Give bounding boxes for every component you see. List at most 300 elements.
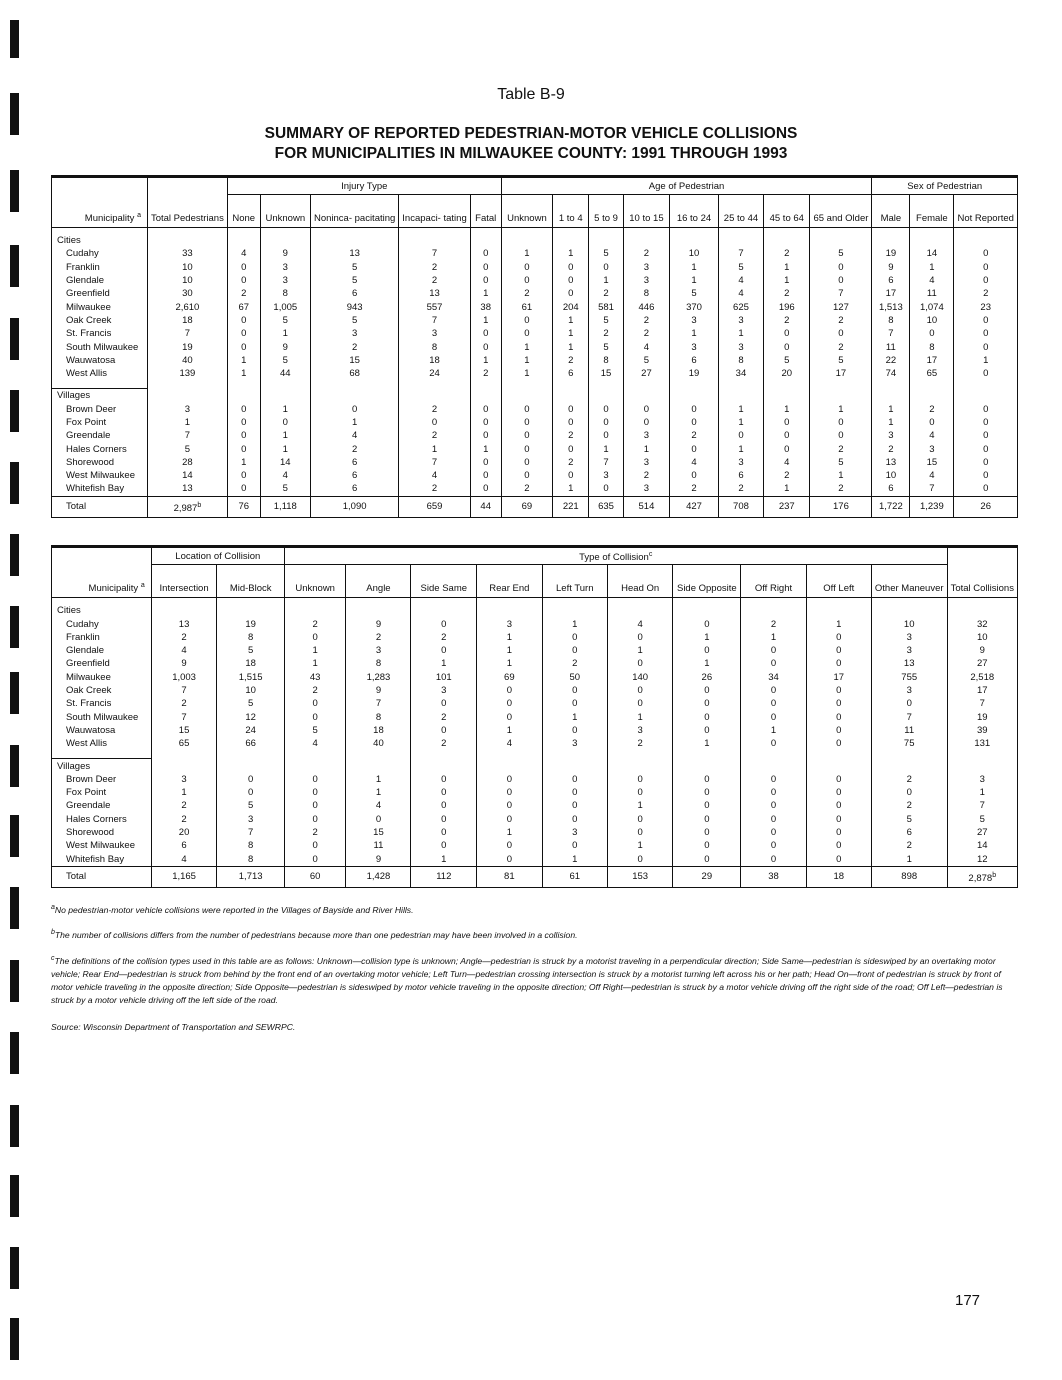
table-cell: 0 (284, 839, 346, 852)
section-label: Villages (57, 760, 91, 772)
total-cell: 18 (806, 866, 871, 887)
table-cell: 19 (872, 247, 910, 260)
municipality-name: Brown Deer (66, 773, 117, 785)
table-cell: 3 (589, 469, 623, 482)
spacer-cell (607, 750, 672, 759)
empty-cell (607, 759, 672, 773)
empty-cell (810, 234, 872, 247)
municipality-name: West Milwaukee (66, 470, 135, 482)
table-cell: 7 (147, 327, 227, 340)
table-cell: 2 (151, 799, 217, 812)
municipality-name: Glendale (66, 275, 105, 287)
table-cell: 0 (553, 261, 589, 274)
spacer-cell (553, 380, 589, 389)
table-cell: 5 (217, 644, 284, 657)
col-header: Side Opposite (673, 565, 741, 598)
empty-cell (871, 759, 947, 773)
table-cell: 0 (673, 644, 741, 657)
table-cell: 3 (947, 773, 1017, 786)
table-cell: 4 (670, 456, 719, 469)
spacer-cell (806, 750, 871, 759)
table-cell: 5 (260, 354, 310, 367)
binder-mark (10, 1105, 19, 1147)
municipality-name: Milwaukee (66, 671, 111, 683)
empty-cell (910, 389, 954, 403)
table-cell: 581 (589, 300, 623, 313)
table-cell: 10 (217, 684, 284, 697)
binder-mark (10, 672, 19, 714)
section-label-row (52, 389, 1018, 403)
binder-mark (10, 170, 19, 212)
table-cell: 0 (741, 697, 806, 710)
table-cell: 131 (947, 737, 1017, 750)
total-cell: 44 (470, 496, 501, 517)
col-header: Noninca- pacitating (310, 195, 398, 228)
table-cell: 0 (806, 737, 871, 750)
table-cell: 139 (147, 367, 227, 380)
table-cell: 8 (217, 839, 284, 852)
empty-cell (673, 604, 741, 617)
title-line-1: SUMMARY OF REPORTED PEDESTRIAN-MOTOR VEHICLE COLLISIONS (264, 125, 798, 142)
table-cell: 17 (947, 684, 1017, 697)
col-header: Total Collisions (947, 565, 1017, 598)
col-header: 1 to 4 (553, 195, 589, 228)
table-cell: 5 (810, 354, 872, 367)
table-cell: 0 (477, 697, 542, 710)
table-cell: 0 (741, 684, 806, 697)
empty-cell (553, 234, 589, 247)
table-cell: 33 (147, 247, 227, 260)
table-cell: 1 (589, 274, 623, 287)
table-cell: 8 (872, 314, 910, 327)
table-cell: 1,005 (260, 300, 310, 313)
table-cell: 9 (346, 684, 411, 697)
table-cell: 24 (217, 724, 284, 737)
table-cell: 101 (411, 671, 477, 684)
table-cell: 2 (310, 442, 398, 455)
table-cell: 2 (764, 314, 810, 327)
table-row (52, 853, 1018, 867)
table-cell: 0 (470, 247, 501, 260)
table-cell: 1 (741, 724, 806, 737)
table-cell: 1 (260, 442, 310, 455)
table-cell: 0 (741, 773, 806, 786)
table-cell: 0 (477, 684, 542, 697)
table-cell: 3 (623, 456, 669, 469)
table-cell: 2 (872, 442, 910, 455)
table-cell: 0 (501, 261, 553, 274)
table-cell: 9 (346, 617, 411, 630)
table-cell: 1 (227, 367, 260, 380)
table-cell: 0 (470, 456, 501, 469)
footnote-b: $^b$The number of collisions differs from the number of pedestrians because more than one pedestrian may have been involved in a collision. (51, 929, 578, 940)
empty-cell (741, 759, 806, 773)
table-cell: 2 (871, 799, 947, 812)
table-cell: 0 (470, 327, 501, 340)
table-cell: 9 (151, 657, 217, 670)
empty-cell (260, 234, 310, 247)
empty-cell (764, 234, 810, 247)
table-cell: 1 (346, 786, 411, 799)
table-cell: 2 (151, 813, 217, 826)
section-label: Cities (57, 235, 81, 247)
empty-cell (954, 389, 1018, 403)
total-label: Total (52, 866, 152, 887)
table-row (52, 314, 1018, 327)
total-cell: 1,713 (217, 866, 284, 887)
municipality-name: Cudahy (66, 618, 99, 630)
col-header: Unknown (284, 565, 346, 598)
empty-cell (284, 604, 346, 617)
table-cell: 67 (227, 300, 260, 313)
table-cell: 5 (147, 442, 227, 455)
table-cell: 2 (910, 403, 954, 416)
table-cell: 0 (806, 839, 871, 852)
table-cell: 10 (871, 617, 947, 630)
table-row (52, 416, 1018, 429)
table-cell: 2 (623, 314, 669, 327)
table-row (52, 631, 1018, 644)
total-cell: 221 (553, 496, 589, 517)
table-cell: 0 (477, 799, 542, 812)
empty-cell (542, 604, 607, 617)
spacer-cell (542, 750, 607, 759)
location-type-table (51, 545, 1018, 888)
table-cell: 0 (501, 469, 553, 482)
table-cell: 0 (411, 697, 477, 710)
table-cell: 0 (217, 773, 284, 786)
table-cell: 2 (501, 482, 553, 496)
table-cell: 23 (954, 300, 1018, 313)
table-cell: 0 (871, 697, 947, 710)
col-header: Fatal (470, 195, 501, 228)
table-cell: 13 (872, 456, 910, 469)
col-header: Not Reported (954, 195, 1018, 228)
empty-cell (227, 389, 260, 403)
binder-mark (10, 745, 19, 787)
table-cell: 0 (227, 416, 260, 429)
table-cell: 1 (670, 261, 719, 274)
table-cell: 19 (670, 367, 719, 380)
table-cell: 4 (346, 799, 411, 812)
empty-cell (217, 604, 284, 617)
injury-age-sex-table (51, 175, 1018, 518)
table-cell: 14 (260, 456, 310, 469)
table-cell: 32 (947, 617, 1017, 630)
table-cell: 0 (806, 657, 871, 670)
injury-type-header: Injury Type (227, 177, 501, 195)
table-cell: 1 (623, 442, 669, 455)
table-row (52, 367, 1018, 380)
table-cell: 3 (623, 261, 669, 274)
table-cell: 1 (670, 327, 719, 340)
table-cell: 7 (947, 697, 1017, 710)
table-cell: 6 (310, 482, 398, 496)
binder-mark (10, 1247, 19, 1289)
table-cell: 0 (954, 482, 1018, 496)
empty-cell (623, 234, 669, 247)
table-cell: 1 (411, 657, 477, 670)
table-cell: 7 (910, 482, 954, 496)
total-row (52, 866, 1018, 887)
table-cell: 17 (806, 671, 871, 684)
table-cell: 5 (589, 340, 623, 353)
table-cell: 625 (718, 300, 763, 313)
empty-cell (399, 389, 470, 403)
table-cell: 0 (764, 327, 810, 340)
table-cell: 1 (947, 786, 1017, 799)
empty-cell (718, 389, 763, 403)
spacer-cell (284, 750, 346, 759)
table-cell: 0 (954, 261, 1018, 274)
table-cell: 2 (670, 429, 719, 442)
table-cell: 7 (147, 429, 227, 442)
section-label-row (52, 234, 1018, 247)
table-cell: 68 (310, 367, 398, 380)
table-cell: 4 (151, 644, 217, 657)
table-cell: 0 (470, 416, 501, 429)
table-row (52, 300, 1018, 313)
table-cell: 0 (954, 367, 1018, 380)
table-cell: 1 (470, 314, 501, 327)
spacer-cell (52, 750, 152, 759)
table-cell: 6 (871, 826, 947, 839)
spacer-cell (947, 750, 1017, 759)
spacer-cell (954, 380, 1018, 389)
table-row (52, 442, 1018, 455)
binder-mark (10, 960, 19, 1002)
spacer-cell (589, 380, 623, 389)
table-cell: 1,003 (151, 671, 217, 684)
page-title (0, 124, 1062, 164)
table-cell: 0 (806, 697, 871, 710)
municipality-name: Wauwatosa (66, 354, 116, 366)
total-cell: 514 (623, 496, 669, 517)
table-cell: 27 (623, 367, 669, 380)
table-cell: 0 (553, 442, 589, 455)
municipality-name: Shorewood (66, 827, 115, 839)
table-cell: 0 (607, 813, 672, 826)
table-cell: 1 (501, 247, 553, 260)
table-cell: 8 (589, 354, 623, 367)
table-cell: 7 (217, 826, 284, 839)
spacer-cell (147, 380, 227, 389)
empty-cell (284, 759, 346, 773)
table-cell: 5 (871, 813, 947, 826)
table-cell: 4 (477, 737, 542, 750)
table-cell: 1 (346, 773, 411, 786)
municipality-name: Fox Point (66, 417, 107, 428)
table-cell: 3 (260, 274, 310, 287)
table-cell: 0 (542, 644, 607, 657)
table-cell: 2 (764, 469, 810, 482)
table-row (52, 354, 1018, 367)
table-cell: 0 (542, 839, 607, 852)
table-cell: 0 (227, 327, 260, 340)
table-cell: 14 (147, 469, 227, 482)
table-cell: 27 (947, 826, 1017, 839)
table-cell: 1 (260, 429, 310, 442)
table-row (52, 826, 1018, 839)
table-cell: 3 (151, 773, 217, 786)
table-cell: 0 (806, 644, 871, 657)
table-cell: 0 (553, 403, 589, 416)
table-cell: 1 (607, 799, 672, 812)
table-cell: 0 (673, 786, 741, 799)
binder-mark (10, 815, 19, 857)
table-cell: 0 (284, 813, 346, 826)
table-cell: 3 (871, 644, 947, 657)
col-header: Municipality $^a$ (52, 195, 148, 228)
table-cell: 0 (542, 684, 607, 697)
empty-cell (501, 389, 553, 403)
table-cell: 3 (623, 274, 669, 287)
empty-cell (151, 604, 217, 617)
table-cell: 3 (670, 340, 719, 353)
table-cell: 0 (954, 327, 1018, 340)
table-cell: 2 (470, 367, 501, 380)
binder-mark (10, 1032, 19, 1074)
table-cell: 5 (810, 247, 872, 260)
municipality-name: St. Francis (66, 328, 112, 340)
col-header: Mid-Block (217, 565, 284, 598)
table-cell: 1 (673, 737, 741, 750)
table-cell: 0 (542, 697, 607, 710)
col-header: Unknown (501, 195, 553, 228)
table-cell: 15 (151, 724, 217, 737)
spacer-row (52, 380, 1018, 389)
col-header: Female (910, 195, 954, 228)
table-cell: 9 (260, 340, 310, 353)
total-cell: 60 (284, 866, 346, 887)
table-cell: 5 (947, 813, 1017, 826)
empty-cell (954, 234, 1018, 247)
table-cell: 1 (542, 853, 607, 867)
empty-cell (806, 604, 871, 617)
table-cell: 1 (764, 482, 810, 496)
municipality-name: St. Francis (66, 698, 112, 710)
empty-cell (147, 234, 227, 247)
table-cell: 0 (810, 261, 872, 274)
empty-cell (147, 389, 227, 403)
table-cell: 2 (411, 737, 477, 750)
table-cell: 2 (810, 314, 872, 327)
municipality-name: Whitefish Bay (66, 483, 125, 495)
municipality-name: Shorewood (66, 456, 115, 468)
table-cell: 5 (670, 287, 719, 300)
municipality-name: West Milwaukee (66, 840, 135, 852)
table-cell: 1 (607, 711, 672, 724)
table-cell: 8 (346, 711, 411, 724)
table-cell: 0 (670, 442, 719, 455)
total-cell: 61 (542, 866, 607, 887)
table-cell: 11 (872, 340, 910, 353)
table-cell: 0 (954, 247, 1018, 260)
total-cell: 1,165 (151, 866, 217, 887)
col-header: Head On (607, 565, 672, 598)
table-cell: 1 (227, 354, 260, 367)
spacer-cell (764, 380, 810, 389)
table-cell: 10 (147, 274, 227, 287)
table-cell: 7 (399, 247, 470, 260)
municipality-name: Hales Corners (66, 813, 127, 825)
table-cell: 7 (872, 327, 910, 340)
table-row (52, 799, 1018, 812)
table-cell: 2 (542, 657, 607, 670)
empty-cell (871, 604, 947, 617)
empty-cell (764, 389, 810, 403)
municipality-name: Franklin (66, 261, 100, 273)
total-cell: 1,428 (346, 866, 411, 887)
table-cell: 0 (718, 429, 763, 442)
table-cell: 6 (151, 839, 217, 852)
municipality-name: South Milwaukee (66, 341, 139, 353)
table-cell: 1 (553, 482, 589, 496)
table-cell: 0 (673, 724, 741, 737)
table-cell: 38 (470, 300, 501, 313)
table-cell: 0 (607, 657, 672, 670)
table-cell: 2 (411, 631, 477, 644)
empty-cell (310, 234, 398, 247)
col-header: 10 to 15 (623, 195, 669, 228)
table-cell: 0 (954, 442, 1018, 455)
table-cell: 2,518 (947, 671, 1017, 684)
table-row (52, 469, 1018, 482)
binder-mark (10, 1318, 19, 1360)
table-cell: 0 (553, 416, 589, 429)
table-cell: 1 (589, 442, 623, 455)
table-cell: 1 (673, 631, 741, 644)
table-cell: 6 (553, 367, 589, 380)
section-label: Villages (57, 390, 91, 402)
table-cell: 11 (346, 839, 411, 852)
col-header: 16 to 24 (670, 195, 719, 228)
table-cell: 0 (623, 403, 669, 416)
table-cell: 0 (741, 657, 806, 670)
total-cell: 1,090 (310, 496, 398, 517)
table-cell: 0 (227, 442, 260, 455)
table-cell: 61 (501, 300, 553, 313)
table-cell: 0 (411, 644, 477, 657)
table-cell: 12 (217, 711, 284, 724)
table-cell: 0 (673, 799, 741, 812)
table-row (52, 684, 1018, 697)
empty-cell (542, 759, 607, 773)
table-cell: 0 (470, 261, 501, 274)
table-cell: 204 (553, 300, 589, 313)
municipality-name: Oak Creek (66, 314, 112, 326)
table-cell: 5 (623, 354, 669, 367)
table-cell: 0 (673, 813, 741, 826)
table-cell: 0 (741, 737, 806, 750)
total-cell: 176 (810, 496, 872, 517)
table-cell: 7 (399, 314, 470, 327)
col-header: 65 and Older (810, 195, 872, 228)
table-cell: 10 (147, 261, 227, 274)
empty-cell (217, 759, 284, 773)
table-cell: 0 (227, 261, 260, 274)
table-cell: 5 (284, 724, 346, 737)
table-cell: 18 (346, 724, 411, 737)
table-cell: 1 (501, 367, 553, 380)
table-cell: 0 (673, 853, 741, 867)
binder-mark (10, 390, 19, 432)
table-cell: 18 (399, 354, 470, 367)
table-cell: 7 (718, 247, 763, 260)
col-header: Incapaci- tating (399, 195, 470, 228)
table-cell: 11 (871, 724, 947, 737)
table-cell: 0 (411, 799, 477, 812)
